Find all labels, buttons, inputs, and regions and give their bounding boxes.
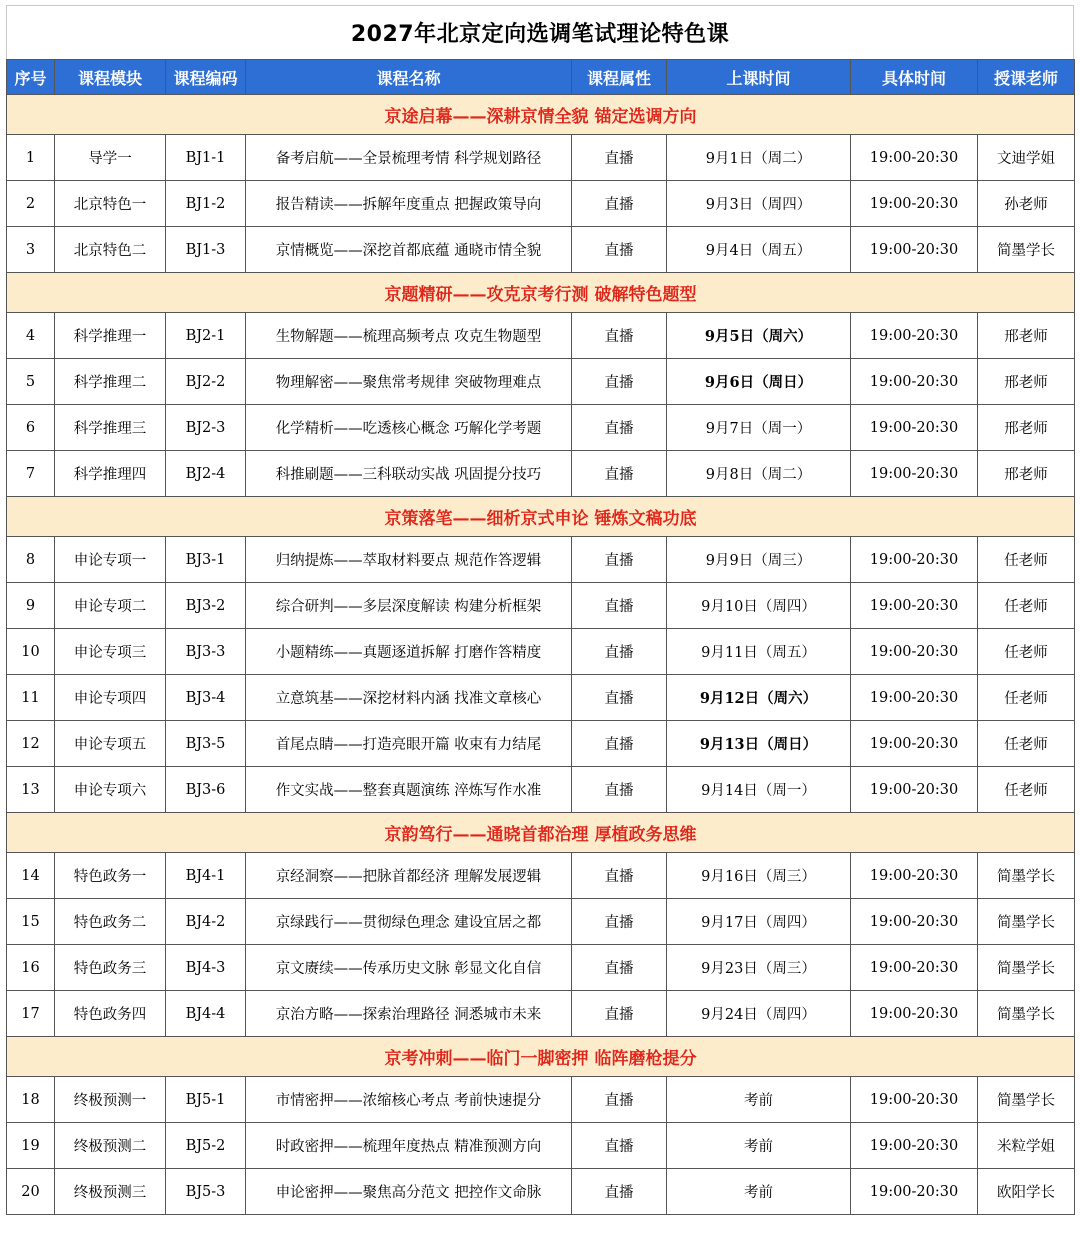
section-row <box>7 497 1075 537</box>
cell-module: 终极预测一 <box>55 1077 166 1123</box>
cell-course-name: 科推刷题——三科联动实战 巩固提分技巧 <box>246 451 572 497</box>
cell-attr: 直播 <box>572 451 667 497</box>
cell-module: 申论专项一 <box>55 537 166 583</box>
section-row <box>7 273 1075 313</box>
cell-code: BJ3-6 <box>166 767 246 813</box>
cell-no: 6 <box>7 405 55 451</box>
section-title: 京考冲刺——临门一脚密押 临阵磨枪提分 <box>7 1037 1075 1077</box>
cell-time: 19:00-20:30 <box>851 405 978 451</box>
cell-module: 科学推理一 <box>55 313 166 359</box>
cell-time: 19:00-20:30 <box>851 629 978 675</box>
cell-no: 4 <box>7 313 55 359</box>
cell-date: 9月14日（周一） <box>667 767 851 813</box>
cell-date: 9月7日（周一） <box>667 405 851 451</box>
cell-time: 19:00-20:30 <box>851 583 978 629</box>
cell-date: 9月9日（周三） <box>667 537 851 583</box>
cell-time: 19:00-20:30 <box>851 945 978 991</box>
cell-no: 13 <box>7 767 55 813</box>
cell-date: 考前 <box>667 1123 851 1169</box>
cell-module: 特色政务二 <box>55 899 166 945</box>
cell-teacher: 文迪学姐 <box>978 135 1075 181</box>
cell-course-name: 作文实战——整套真题演练 淬炼写作水准 <box>246 767 572 813</box>
cell-date: 9月13日（周日） <box>667 721 851 767</box>
table-row <box>7 1123 1075 1169</box>
cell-code: BJ3-1 <box>166 537 246 583</box>
cell-code: BJ2-4 <box>166 451 246 497</box>
cell-teacher: 简墨学长 <box>978 945 1075 991</box>
table-row <box>7 359 1075 405</box>
cell-attr: 直播 <box>572 629 667 675</box>
cell-time: 19:00-20:30 <box>851 181 978 227</box>
cell-attr: 直播 <box>572 1077 667 1123</box>
cell-date: 考前 <box>667 1077 851 1123</box>
cell-teacher: 米粒学姐 <box>978 1123 1075 1169</box>
cell-attr: 直播 <box>572 405 667 451</box>
cell-course-name: 报告精读——拆解年度重点 把握政策导向 <box>246 181 572 227</box>
cell-module: 申论专项五 <box>55 721 166 767</box>
course-table <box>6 59 1075 1215</box>
cell-attr: 直播 <box>572 313 667 359</box>
cell-time: 19:00-20:30 <box>851 1169 978 1215</box>
cell-attr: 直播 <box>572 583 667 629</box>
cell-module: 终极预测二 <box>55 1123 166 1169</box>
cell-no: 1 <box>7 135 55 181</box>
cell-attr: 直播 <box>572 945 667 991</box>
cell-teacher: 欧阳学长 <box>978 1169 1075 1215</box>
cell-time: 19:00-20:30 <box>851 1123 978 1169</box>
cell-no: 12 <box>7 721 55 767</box>
cell-code: BJ5-3 <box>166 1169 246 1215</box>
cell-time: 19:00-20:30 <box>851 721 978 767</box>
cell-attr: 直播 <box>572 767 667 813</box>
cell-no: 8 <box>7 537 55 583</box>
table-row <box>7 991 1075 1037</box>
cell-course-name: 京文赓续——传承历史文脉 彰显文化自信 <box>246 945 572 991</box>
cell-code: BJ2-1 <box>166 313 246 359</box>
cell-time: 19:00-20:30 <box>851 991 978 1037</box>
cell-module: 申论专项四 <box>55 675 166 721</box>
table-row <box>7 1077 1075 1123</box>
schedule-sheet <box>6 5 1074 1215</box>
cell-attr: 直播 <box>572 1123 667 1169</box>
cell-attr: 直播 <box>572 899 667 945</box>
cell-course-name: 申论密押——聚焦高分范文 把控作文命脉 <box>246 1169 572 1215</box>
cell-date: 9月23日（周三） <box>667 945 851 991</box>
cell-course-name: 市情密押——浓缩核心考点 考前快速提分 <box>246 1077 572 1123</box>
cell-module: 科学推理二 <box>55 359 166 405</box>
table-row <box>7 135 1075 181</box>
table-row <box>7 405 1075 451</box>
section-row <box>7 1037 1075 1077</box>
cell-course-name: 时政密押——梳理年度热点 精准预测方向 <box>246 1123 572 1169</box>
cell-teacher: 任老师 <box>978 537 1075 583</box>
cell-attr: 直播 <box>572 675 667 721</box>
cell-teacher: 邢老师 <box>978 313 1075 359</box>
cell-teacher: 任老师 <box>978 767 1075 813</box>
cell-module: 申论专项二 <box>55 583 166 629</box>
cell-attr: 直播 <box>572 721 667 767</box>
table-row <box>7 721 1075 767</box>
cell-code: BJ3-2 <box>166 583 246 629</box>
cell-course-name: 生物解题——梳理高频考点 攻克生物题型 <box>246 313 572 359</box>
header-cell-date: 上课时间 <box>667 60 851 95</box>
cell-teacher: 孙老师 <box>978 181 1075 227</box>
header-cell-code: 课程编码 <box>166 60 246 95</box>
cell-module: 科学推理三 <box>55 405 166 451</box>
cell-date: 9月4日（周五） <box>667 227 851 273</box>
cell-course-name: 京治方略——探索治理路径 洞悉城市未来 <box>246 991 572 1037</box>
header-cell-attr: 课程属性 <box>572 60 667 95</box>
cell-teacher: 邢老师 <box>978 359 1075 405</box>
cell-code: BJ1-3 <box>166 227 246 273</box>
cell-course-name: 京经洞察——把脉首都经济 理解发展逻辑 <box>246 853 572 899</box>
cell-date: 9月16日（周三） <box>667 853 851 899</box>
cell-module: 北京特色一 <box>55 181 166 227</box>
cell-no: 14 <box>7 853 55 899</box>
cell-module: 申论专项三 <box>55 629 166 675</box>
cell-time: 19:00-20:30 <box>851 313 978 359</box>
table-row <box>7 629 1075 675</box>
cell-teacher: 邢老师 <box>978 451 1075 497</box>
cell-date: 9月5日（周六） <box>667 313 851 359</box>
cell-module: 特色政务三 <box>55 945 166 991</box>
cell-module: 申论专项六 <box>55 767 166 813</box>
table-row <box>7 451 1075 497</box>
cell-course-name: 化学精析——吃透核心概念 巧解化学考题 <box>246 405 572 451</box>
table-row <box>7 675 1075 721</box>
cell-course-name: 归纳提炼——萃取材料要点 规范作答逻辑 <box>246 537 572 583</box>
cell-time: 19:00-20:30 <box>851 537 978 583</box>
cell-module: 终极预测三 <box>55 1169 166 1215</box>
cell-time: 19:00-20:30 <box>851 1077 978 1123</box>
cell-attr: 直播 <box>572 181 667 227</box>
cell-no: 11 <box>7 675 55 721</box>
cell-no: 19 <box>7 1123 55 1169</box>
cell-date: 9月11日（周五） <box>667 629 851 675</box>
cell-module: 导学一 <box>55 135 166 181</box>
cell-code: BJ1-2 <box>166 181 246 227</box>
cell-teacher: 任老师 <box>978 675 1075 721</box>
cell-course-name: 京情概览——深挖首都底蕴 通晓市情全貌 <box>246 227 572 273</box>
cell-date: 9月6日（周日） <box>667 359 851 405</box>
cell-teacher: 简墨学长 <box>978 1077 1075 1123</box>
cell-code: BJ4-4 <box>166 991 246 1037</box>
cell-date: 9月12日（周六） <box>667 675 851 721</box>
table-row <box>7 181 1075 227</box>
cell-teacher: 邢老师 <box>978 405 1075 451</box>
table-row <box>7 853 1075 899</box>
cell-date: 9月17日（周四） <box>667 899 851 945</box>
cell-date: 9月3日（周四） <box>667 181 851 227</box>
cell-code: BJ4-3 <box>166 945 246 991</box>
cell-course-name: 立意筑基——深挖材料内涵 找准文章核心 <box>246 675 572 721</box>
cell-module: 科学推理四 <box>55 451 166 497</box>
cell-code: BJ5-2 <box>166 1123 246 1169</box>
cell-date: 9月24日（周四） <box>667 991 851 1037</box>
cell-no: 7 <box>7 451 55 497</box>
cell-code: BJ2-3 <box>166 405 246 451</box>
page-title: 2027年北京定向选调笔试理论特色课 <box>6 5 1074 59</box>
header-cell-no: 序号 <box>7 60 55 95</box>
cell-no: 9 <box>7 583 55 629</box>
cell-time: 19:00-20:30 <box>851 767 978 813</box>
section-row <box>7 95 1075 135</box>
cell-no: 20 <box>7 1169 55 1215</box>
cell-course-name: 综合研判——多层深度解读 构建分析框架 <box>246 583 572 629</box>
cell-code: BJ3-3 <box>166 629 246 675</box>
section-title: 京策落笔——细析京式申论 锤炼文稿功底 <box>7 497 1075 537</box>
cell-no: 15 <box>7 899 55 945</box>
cell-module: 特色政务一 <box>55 853 166 899</box>
cell-date: 考前 <box>667 1169 851 1215</box>
cell-teacher: 任老师 <box>978 629 1075 675</box>
cell-time: 19:00-20:30 <box>851 675 978 721</box>
cell-no: 17 <box>7 991 55 1037</box>
cell-course-name: 京绿践行——贯彻绿色理念 建设宜居之都 <box>246 899 572 945</box>
cell-code: BJ3-4 <box>166 675 246 721</box>
table-row <box>7 1169 1075 1215</box>
cell-attr: 直播 <box>572 853 667 899</box>
section-title: 京韵笃行——通晓首都治理 厚植政务思维 <box>7 813 1075 853</box>
cell-attr: 直播 <box>572 991 667 1037</box>
header-row <box>7 60 1075 95</box>
cell-code: BJ5-1 <box>166 1077 246 1123</box>
cell-teacher: 任老师 <box>978 583 1075 629</box>
cell-no: 2 <box>7 181 55 227</box>
cell-date: 9月8日（周二） <box>667 451 851 497</box>
table-row <box>7 899 1075 945</box>
cell-teacher: 简墨学长 <box>978 227 1075 273</box>
section-title: 京题精研——攻克京考行测 破解特色题型 <box>7 273 1075 313</box>
cell-date: 9月10日（周四） <box>667 583 851 629</box>
cell-attr: 直播 <box>572 359 667 405</box>
cell-no: 16 <box>7 945 55 991</box>
table-row <box>7 227 1075 273</box>
cell-course-name: 小题精练——真题逐道拆解 打磨作答精度 <box>246 629 572 675</box>
table-body <box>7 95 1075 1215</box>
cell-attr: 直播 <box>572 227 667 273</box>
cell-time: 19:00-20:30 <box>851 227 978 273</box>
header-cell-teacher: 授课老师 <box>978 60 1075 95</box>
table-row <box>7 767 1075 813</box>
table-row <box>7 537 1075 583</box>
cell-no: 10 <box>7 629 55 675</box>
cell-module: 特色政务四 <box>55 991 166 1037</box>
cell-attr: 直播 <box>572 135 667 181</box>
table-row <box>7 945 1075 991</box>
header-cell-time: 具体时间 <box>851 60 978 95</box>
cell-time: 19:00-20:30 <box>851 359 978 405</box>
header-cell-name: 课程名称 <box>246 60 572 95</box>
cell-teacher: 任老师 <box>978 721 1075 767</box>
cell-attr: 直播 <box>572 1169 667 1215</box>
cell-teacher: 简墨学长 <box>978 991 1075 1037</box>
cell-no: 5 <box>7 359 55 405</box>
cell-code: BJ2-2 <box>166 359 246 405</box>
cell-no: 3 <box>7 227 55 273</box>
header-cell-module: 课程模块 <box>55 60 166 95</box>
cell-no: 18 <box>7 1077 55 1123</box>
cell-attr: 直播 <box>572 537 667 583</box>
section-title: 京途启幕——深耕京情全貌 锚定选调方向 <box>7 95 1075 135</box>
cell-time: 19:00-20:30 <box>851 899 978 945</box>
cell-course-name: 物理解密——聚焦常考规律 突破物理难点 <box>246 359 572 405</box>
cell-time: 19:00-20:30 <box>851 451 978 497</box>
cell-course-name: 备考启航——全景梳理考情 科学规划路径 <box>246 135 572 181</box>
cell-code: BJ3-5 <box>166 721 246 767</box>
cell-date: 9月1日（周二） <box>667 135 851 181</box>
cell-teacher: 简墨学长 <box>978 899 1075 945</box>
cell-code: BJ4-2 <box>166 899 246 945</box>
table-row <box>7 583 1075 629</box>
cell-teacher: 简墨学长 <box>978 853 1075 899</box>
cell-code: BJ1-1 <box>166 135 246 181</box>
table-row <box>7 313 1075 359</box>
cell-code: BJ4-1 <box>166 853 246 899</box>
cell-time: 19:00-20:30 <box>851 853 978 899</box>
section-row <box>7 813 1075 853</box>
cell-time: 19:00-20:30 <box>851 135 978 181</box>
cell-course-name: 首尾点睛——打造亮眼开篇 收束有力结尾 <box>246 721 572 767</box>
cell-module: 北京特色二 <box>55 227 166 273</box>
